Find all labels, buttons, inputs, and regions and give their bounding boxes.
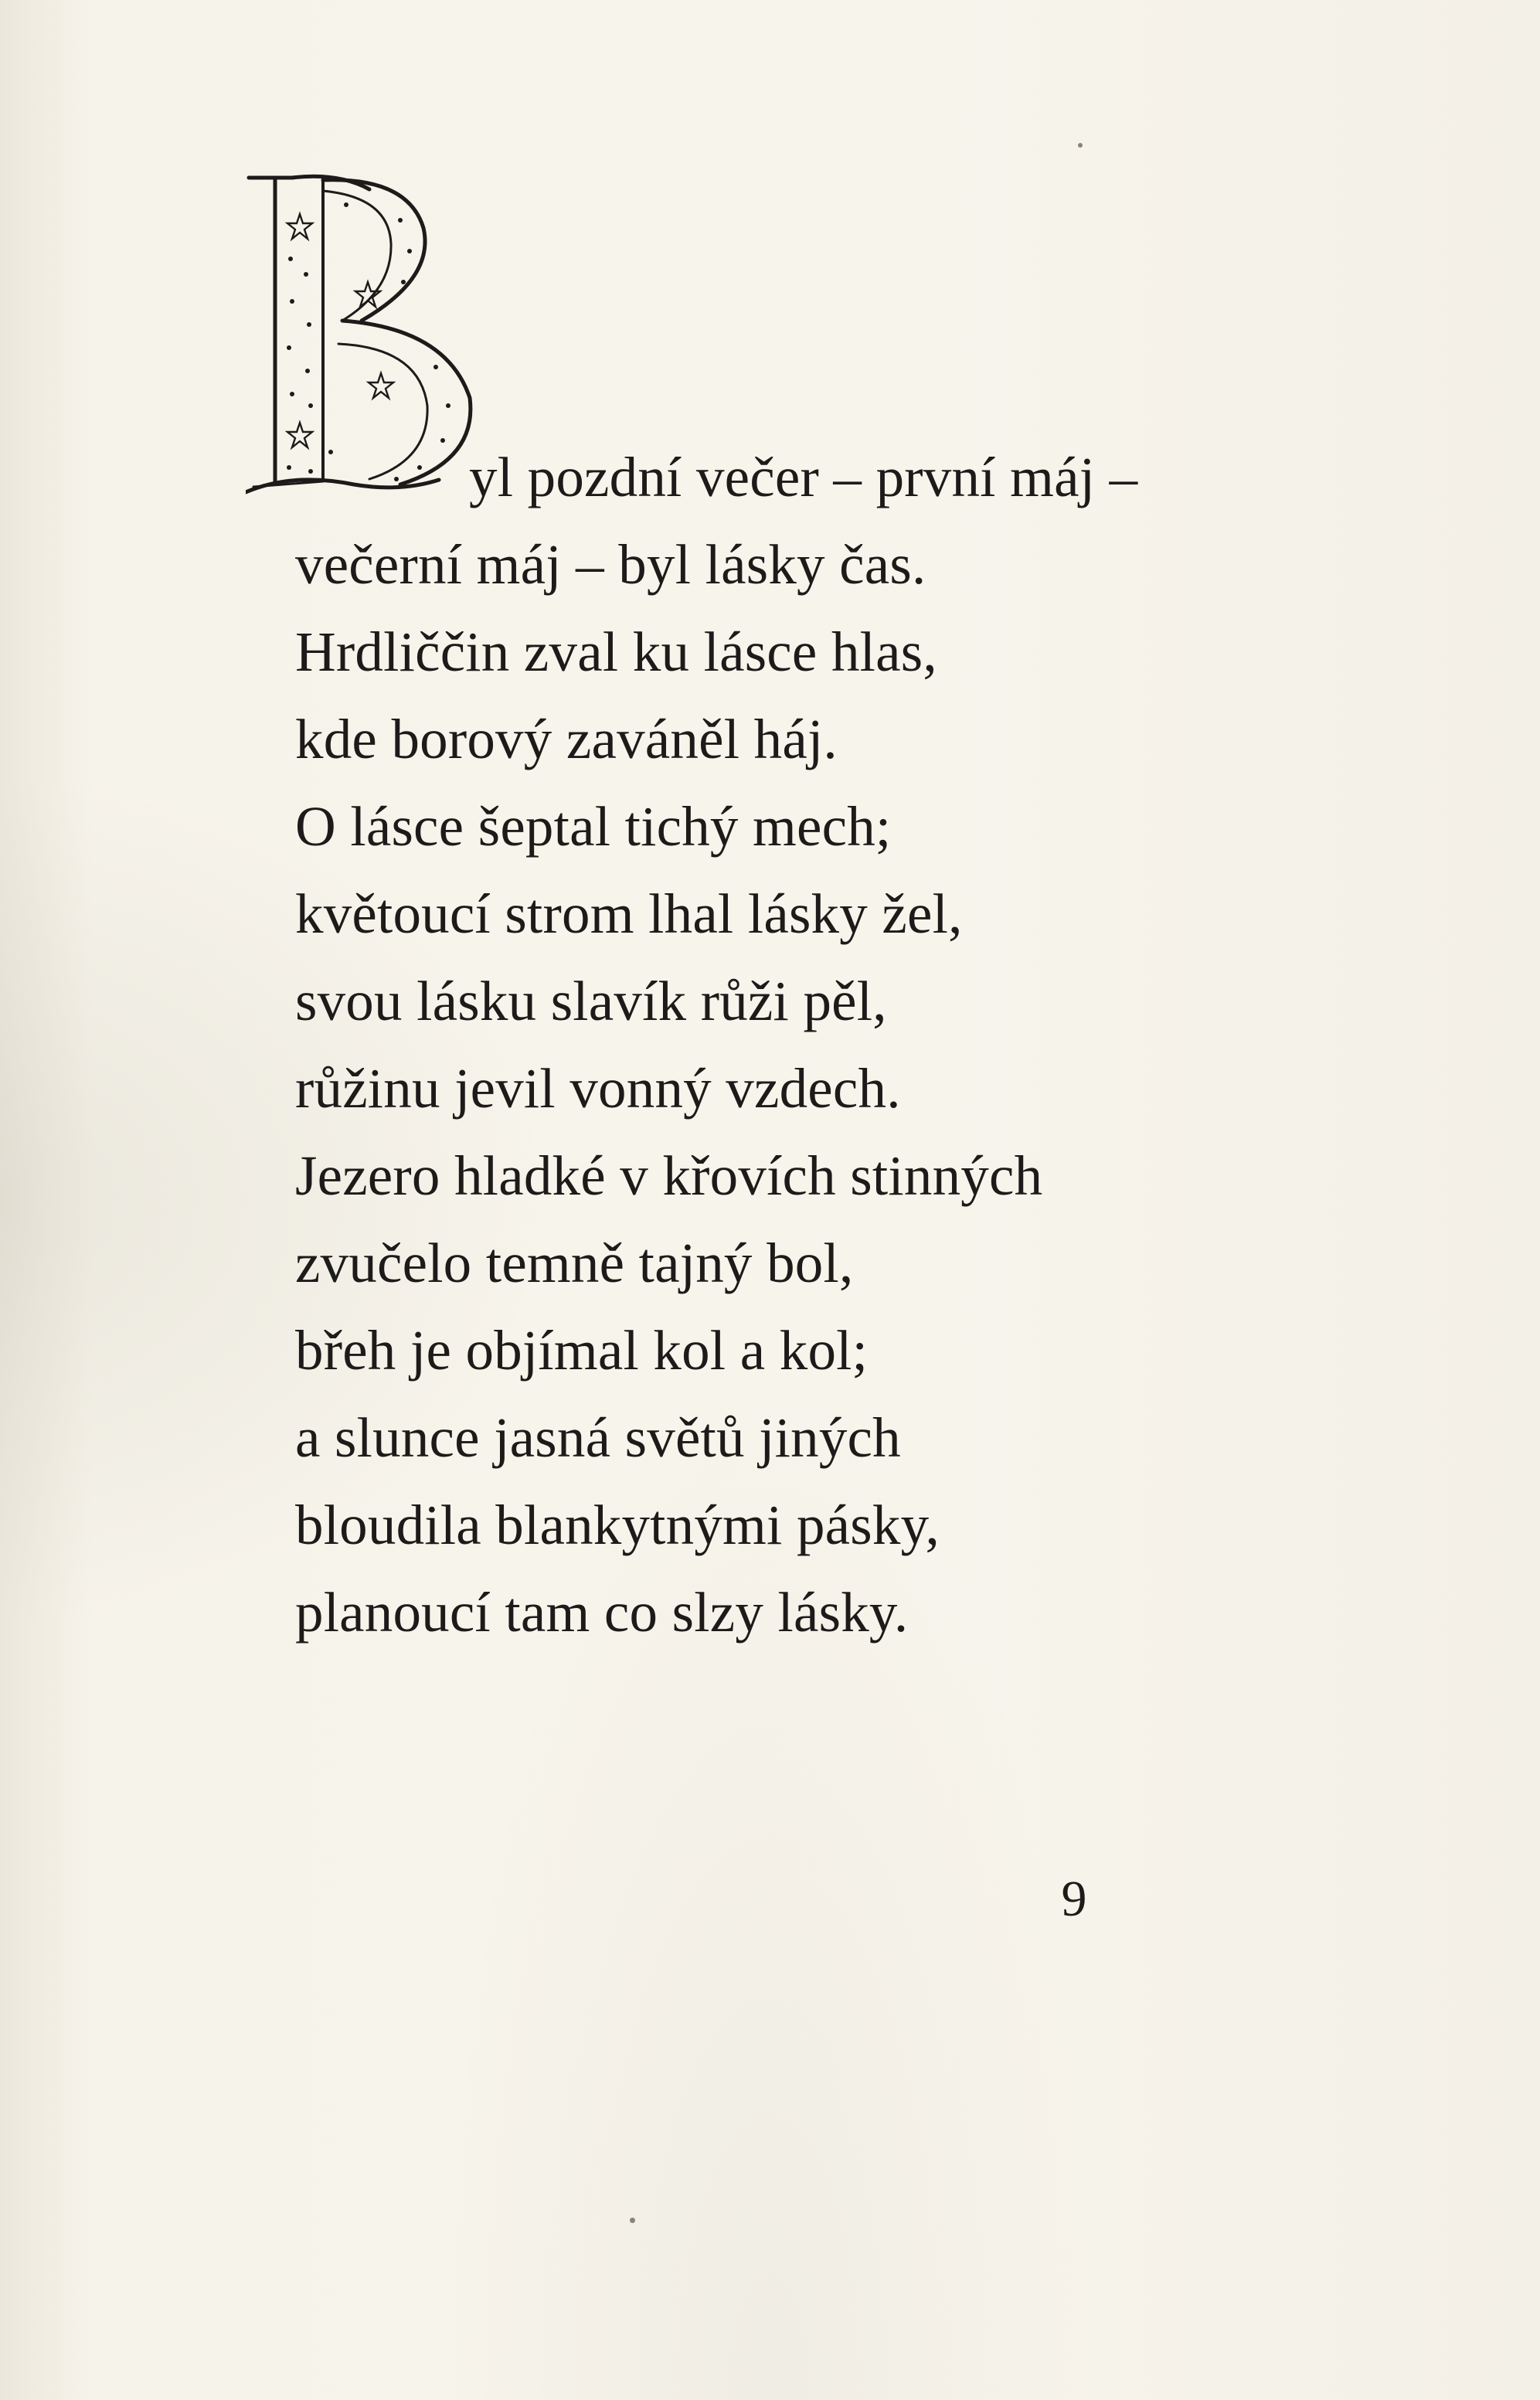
verse-line-14: planoucí tam co slzy lásky. — [295, 1581, 909, 1644]
poem-body — [295, 0, 1300, 2400]
verse-line-13: bloudila blankytnými pásky, — [295, 1494, 940, 1556]
verse-line-12: a slunce jasná světů jiných — [295, 1406, 901, 1469]
paper-speck — [1078, 143, 1083, 148]
verse-line-8: růžinu jevil vonný vzdech. — [295, 1057, 901, 1120]
page-number: 9 — [1061, 1871, 1087, 1927]
verse-line-3: Hrdliččin zval ku lásce hlas, — [295, 620, 937, 683]
verse-line-4: kde borový zaváněl háj. — [295, 708, 838, 770]
verse-line-6: květoucí strom lhal lásky žel, — [295, 882, 963, 945]
verse-line-5: O lásce šeptal tichý mech; — [295, 795, 892, 858]
verse-line-1: yl pozdní večer – první máj – — [469, 446, 1138, 508]
verse-line-7: svou lásku slavík růži pěl, — [295, 970, 887, 1032]
verse-line-9: Jezero hladké v křovích stinných — [295, 1144, 1043, 1207]
verse-line-2: večerní máj – byl lásky čas. — [295, 533, 926, 596]
verse-line-10: zvučelo temně tajný bol, — [295, 1232, 854, 1294]
verse-line-11: břeh je objímal kol a kol; — [295, 1319, 869, 1382]
paper-speck — [630, 2218, 635, 2223]
